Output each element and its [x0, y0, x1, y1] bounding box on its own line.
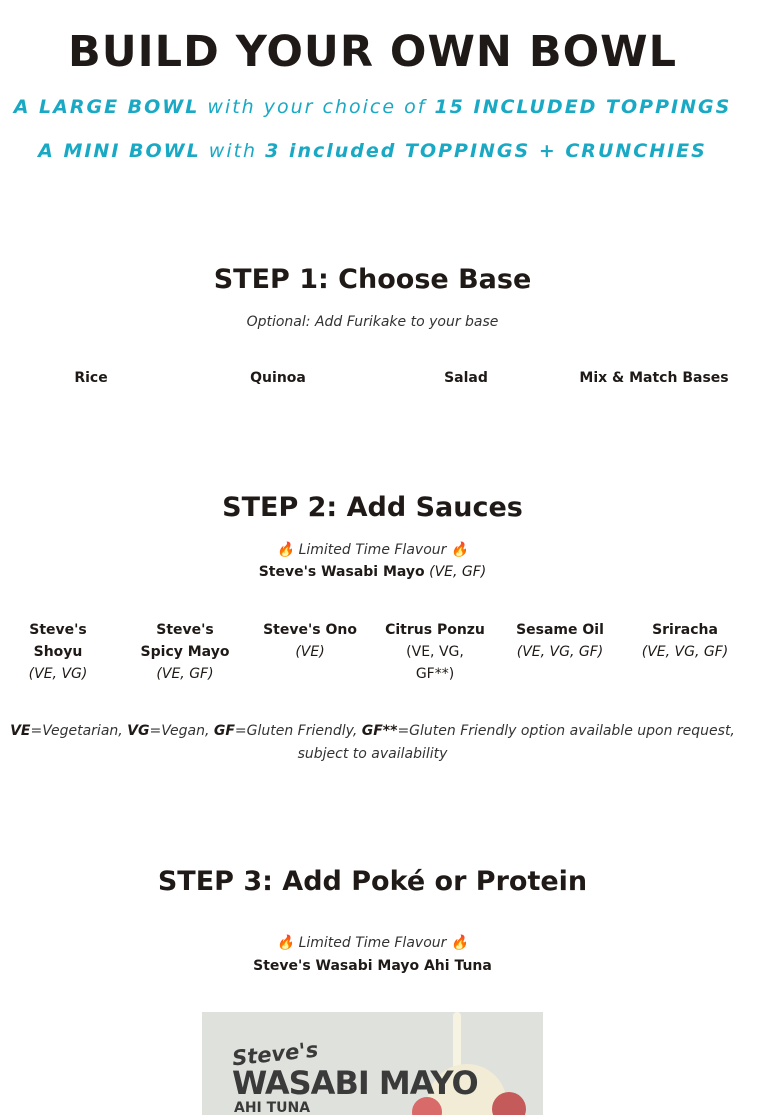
step1-note: Optional: Add Furikake to your base	[246, 314, 499, 330]
sauce-sriracha[interactable]: Sriracha (VE, VG, GF)	[641, 622, 729, 660]
sauce-steves-spicy-mayo[interactable]: Steve's Spicy Mayo (VE, GF)	[140, 622, 230, 682]
sauce-citrus-ponzu[interactable]: Citrus Ponzu (VE, VG, GF**)	[385, 622, 485, 682]
featured-sauce: Steve's Wasabi Mayo (VE, GF)	[258, 564, 487, 580]
mini-bowl-tagline: A MINI BOWL with 3 included TOPPINGS + CRUNCHIES	[38, 140, 707, 162]
dietary-legend: VE=Vegetarian, VG=Vegan, GF=Gluten Friendly, GF**=Gluten Friendly option available upon request, subject to availability	[10, 723, 735, 762]
step1-heading: STEP 1: Choose Base	[213, 264, 532, 295]
base-option-rice[interactable]: Rice	[74, 370, 108, 386]
sauce-sesame-oil[interactable]: Sesame Oil (VE, VG, GF)	[516, 622, 604, 660]
sauce-steves-shoyu[interactable]: Steve's Shoyu (VE, VG)	[28, 622, 88, 682]
wasabi-mayo-ahi-tuna-photo: Steve's WASABI MAYO AHI TUNA	[202, 1012, 543, 1115]
base-option-quinoa[interactable]: Quinoa	[250, 370, 306, 386]
large-bowl-tagline: A LARGE BOWL with your choice of 15 INCLUDED TOPPINGS	[13, 96, 732, 118]
step3-heading: STEP 3: Add Poké or Protein	[157, 866, 588, 897]
step2-heading: STEP 2: Add Sauces	[222, 492, 523, 523]
base-option-salad[interactable]: Salad	[444, 370, 488, 386]
limited-time-label-2: 🔥 Limited Time Flavour 🔥	[276, 935, 469, 951]
sauce-steves-ono[interactable]: Steve's Ono (VE)	[263, 622, 357, 660]
limited-time-label: 🔥 Limited Time Flavour 🔥	[276, 542, 469, 558]
page-title: BUILD YOUR OWN BOWL	[67, 27, 677, 77]
base-option-mix-match[interactable]: Mix & Match Bases	[579, 370, 729, 386]
featured-protein: Steve's Wasabi Mayo Ahi Tuna	[253, 958, 492, 974]
